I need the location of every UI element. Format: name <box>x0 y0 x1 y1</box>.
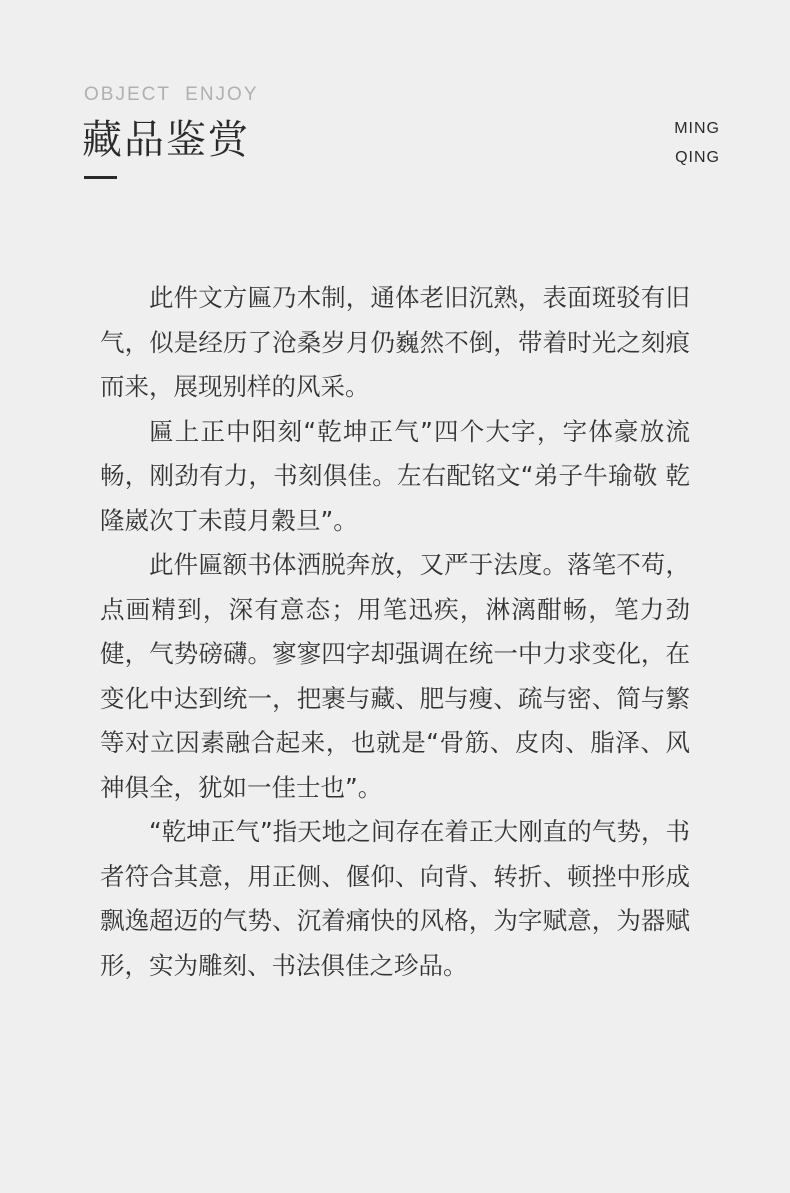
article-body <box>100 276 690 988</box>
article-paragraph-3: 此件匾额书体洒脱奔放，又严于法度。落笔不苟，点画精到，深有意态；用笔迅疾，淋漓酣畅，笔力劲健，气势磅礴。寥寥四字却强调在统一中力求变化，在变化中达到统一，把裹与藏、肥与瘦、疏与密、简与繁等对立因素融合起来，也就是“骨筋、皮肉、脂泽、风神俱全，犹如一佳士也”。 <box>100 550 690 802</box>
section-title: 藏品鉴赏 <box>82 117 250 163</box>
dynasty-label <box>674 114 720 172</box>
section-subtitle-en: OBJECT ENJOY <box>84 84 259 105</box>
title-underline-divider <box>84 176 117 179</box>
dynasty-line-qing: QING <box>675 149 720 166</box>
article-paragraph-4: “乾坤正气”指天地之间存在着正大刚直的气势，书者符合其意，用正侧、偃仰、向背、转折、顿挫中形成飘逸超迈的气势、沉着痛快的风格，为字赋意，为器赋形，实为雕刻、书法俱佳之珍品。 <box>100 817 690 980</box>
article-paragraph-2: 匾上正中阳刻“乾坤正气”四个大字，字体豪放流畅，刚劲有力，书刻俱佳。左右配铭文“弟子牛瑜敬 乾隆崴次丁未葭月穀旦”。 <box>100 416 690 535</box>
dynasty-line-ming: MING <box>674 120 720 137</box>
article-paragraph-1: 此件文方匾乃木制，通体老旧沉熟，表面斑驳有旧气，似是经历了沧桑岁月仍巍然不倒，带着时光之刻痕而来，展现别样的风采。 <box>100 283 690 401</box>
